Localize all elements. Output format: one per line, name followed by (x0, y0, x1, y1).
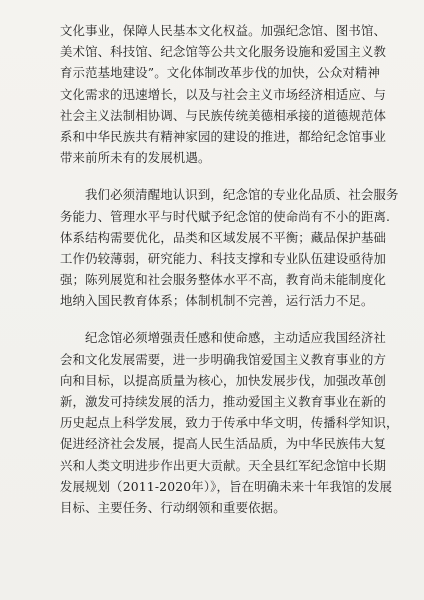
text-line: 强；陈列展览和社会服务整体水平不高，教育尚未能制度化 (60, 272, 387, 288)
text-line: 系和中华民族共有精神家园的建设的推进，都给纪念馆事业 (60, 128, 387, 144)
text-line: 促进经济社会发展，提高人民生活品质，为中华民族伟大复 (60, 436, 387, 452)
text-line: 新，激发可持续发展的活力，推动爱国主义教育事业在新的 (60, 394, 387, 409)
text-line: 会和文化发展需要，进一步明确我馆爱国主义教育事业的方 (60, 351, 387, 367)
text-line: 工作仍较薄弱，研究能力、科技支撑和专业队伍建设亟待加 (60, 250, 387, 266)
paragraph-1 (60, 20, 387, 168)
text-line: 目标、主要任务、行动纲领和重要依据。 (60, 499, 286, 515)
text-line: 育示范基地建设”。文化体制改革步伐的加快，公众对精神 (60, 65, 380, 81)
text-line: 兴和人类文明进步作出更大贡献。天全县红军纪念馆中长期 (60, 457, 387, 473)
text-line: 历史起点上科学发展，致力于传承中华文明，传播科学知识， (60, 415, 399, 431)
paragraph-gap (60, 311, 376, 327)
text-line: 社会主义法制相协调、与民族传统美德相承接的道德规范体 (60, 107, 387, 123)
text-line: 带来前所未有的发展机遇。 (60, 150, 211, 166)
text-line: 美术馆、科技馆、纪念馆等公共文化服务设施和爱国主义教 (60, 44, 387, 60)
text-line: 文化需求的迅速增长，以及与社会主义市场经济相适应、与 (60, 86, 387, 102)
text-line: 发展规划（2011-2020年）》，旨在明确未来十年我馆的发展 (60, 478, 393, 494)
text-line: 地纳入国民教育体系；体制机制不完善，运行活力不足。 (60, 293, 374, 309)
paragraph-3 (60, 327, 399, 518)
text-line: 文化事业，保障人民基本文化权益。加强纪念馆、图书馆、 (60, 23, 387, 38)
text-line: 体系结构需要优化，品类和区域发展不平衡；藏品保护基础 (60, 229, 387, 245)
text-line: 纪念馆必须增强责任感和使命感，主动适应我国经济社 (85, 330, 386, 346)
text-line: 向和目标，以提高质量为核心，加快发展步伐，加强改革创 (60, 372, 387, 388)
text-line: 我们必须清醒地认识到，纪念馆的专业化品质、社会服务 (85, 187, 399, 203)
paragraph-gap (60, 168, 376, 184)
paragraph-2 (60, 184, 399, 311)
text-line: 务能力、管理水平与时代赋予纪念馆的使命尚有不小的距离. (60, 208, 391, 224)
document-body (60, 20, 399, 518)
